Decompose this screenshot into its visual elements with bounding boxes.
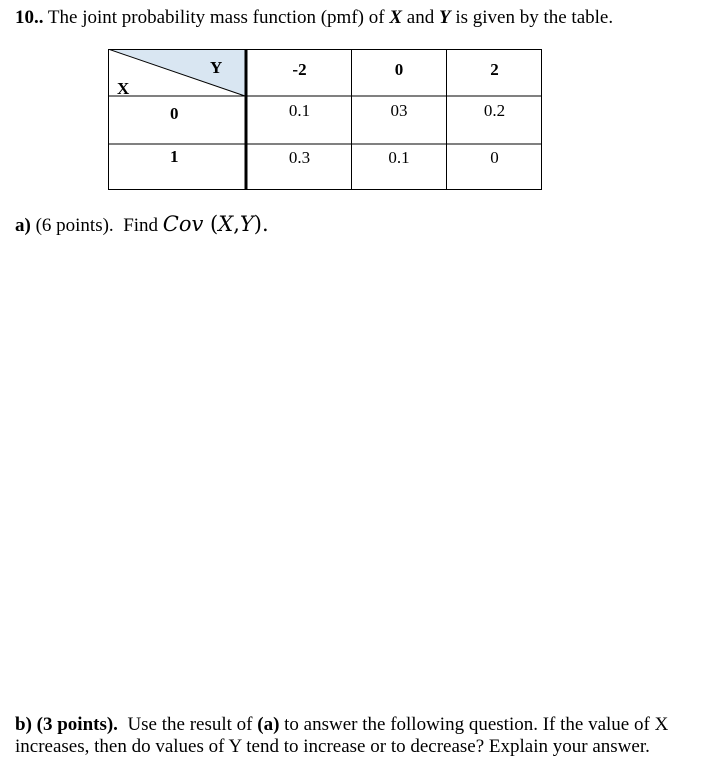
corner-label-x: X — [117, 79, 130, 98]
part-b-question — [15, 714, 705, 758]
part-b-reference: (a) — [257, 714, 280, 735]
math-comma: , — [233, 212, 240, 236]
table-cell: 0.1 — [388, 148, 410, 167]
math-var-x: X — [218, 212, 234, 236]
column-header: -2 — [292, 60, 307, 79]
heading-text-before: The joint probability mass function (pmf) of — [43, 7, 390, 28]
heading-text-after: is given by the table. — [450, 7, 614, 28]
problem-heading — [15, 6, 613, 30]
variable-y: Y — [438, 7, 451, 28]
problem-number: 10.. — [15, 7, 44, 28]
table-cell: 0 — [490, 148, 499, 167]
math-close-paren: ). — [253, 212, 269, 236]
part-a-prompt: Find — [113, 215, 163, 236]
table-cell: 0.1 — [288, 101, 311, 120]
column-header: 2 — [490, 60, 499, 79]
table-cell: 0.3 — [288, 148, 311, 167]
row-header: 0 — [170, 104, 179, 123]
part-b-text-2: to answer the following question. If the value of X increases, then do values of Y tend to increase or to decrease? Explain your answer. — [15, 714, 669, 757]
part-b-label: b) (3 points). — [15, 714, 118, 735]
corner-label-y: Y — [210, 58, 223, 77]
pmf-table — [108, 49, 542, 190]
heading-text-mid: and — [402, 7, 439, 28]
row-header: 1 — [170, 147, 179, 166]
variable-x: X — [389, 7, 403, 28]
math-var-y: Y — [239, 212, 254, 236]
table-cell: 03 — [390, 101, 408, 120]
part-a-question — [15, 212, 269, 238]
part-b-text-1: Use the result of — [117, 714, 258, 735]
part-a-label: a) — [15, 215, 31, 236]
part-a-points: (6 points). — [30, 215, 114, 236]
cov-operator: Cov — [162, 212, 204, 236]
math-open-paren: ( — [203, 212, 219, 236]
column-header: 0 — [394, 60, 404, 79]
cov-arguments — [203, 212, 268, 236]
table-cell: 0.2 — [483, 101, 506, 120]
